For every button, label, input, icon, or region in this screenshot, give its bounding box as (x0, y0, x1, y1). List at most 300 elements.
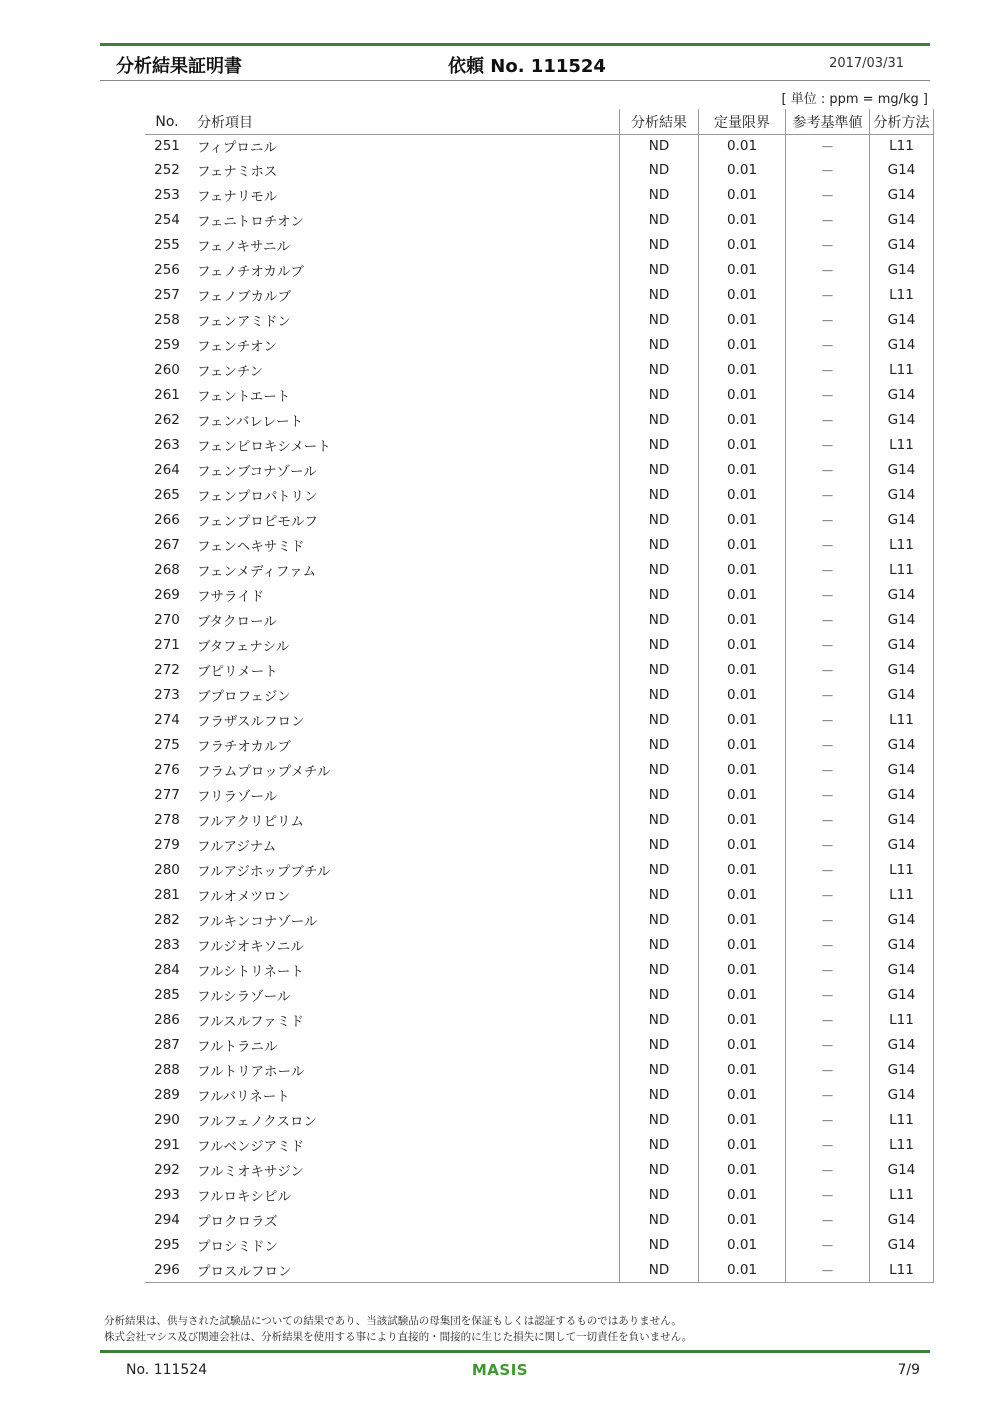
row-item-name: フラチオカルブ (197, 738, 291, 755)
row-no: 278 (154, 811, 180, 828)
row-result: ND (620, 1232, 699, 1257)
row-no: 279 (154, 836, 180, 853)
row-limit: 0.01 (699, 1007, 786, 1032)
row-no: 259 (154, 336, 180, 353)
row-limit: 0.01 (699, 307, 786, 332)
row-item-name: フルベンジアミド (197, 1138, 305, 1155)
row-no: 258 (154, 311, 180, 328)
row-item-name: フラムプロップメチル (197, 763, 331, 780)
row-method: L11 (870, 357, 934, 382)
row-limit: 0.01 (699, 357, 786, 382)
table-row (145, 1107, 934, 1132)
row-item-name: フェンヘキサミド (197, 538, 305, 555)
table-body (145, 135, 934, 1283)
table-row (145, 135, 934, 158)
row-item-name: フルフェノクスロン (197, 1113, 318, 1130)
row-reference: － (786, 457, 870, 482)
table-row (145, 932, 934, 957)
row-item-name: フリラゾール (197, 788, 278, 805)
row-limit: 0.01 (699, 807, 786, 832)
row-reference: － (786, 307, 870, 332)
row-item-name: フルアジナム (197, 838, 277, 855)
row-method: G14 (870, 982, 934, 1007)
row-no: 293 (154, 1186, 180, 1203)
row-method: G14 (870, 257, 934, 282)
table-row (145, 607, 934, 632)
row-no: 268 (154, 561, 180, 578)
row-method: G14 (870, 657, 934, 682)
row-item-name: フェンブコナゾール (197, 463, 317, 480)
row-item-name: フェンプロパトリン (197, 488, 318, 505)
row-result: ND (620, 1132, 699, 1157)
row-result: ND (620, 707, 699, 732)
row-reference: － (786, 432, 870, 457)
row-limit: 0.01 (699, 1257, 786, 1283)
row-limit: 0.01 (699, 407, 786, 432)
row-no: 291 (154, 1136, 180, 1153)
table-row (145, 1132, 934, 1157)
row-reference: － (786, 1207, 870, 1232)
row-no: 255 (154, 236, 180, 253)
row-item-name: フェナリモル (197, 188, 278, 205)
row-item-name: フェンメディファム (197, 563, 317, 580)
row-result: ND (620, 382, 699, 407)
row-item-name: フルスルファミド (197, 1013, 304, 1030)
row-method: G14 (870, 332, 934, 357)
row-method: L11 (870, 282, 934, 307)
table-row (145, 1257, 934, 1283)
row-item-name: フルアクリピリム (197, 813, 305, 830)
row-reference: － (786, 282, 870, 307)
footer-doc-number: No. 111524 (126, 1362, 208, 1378)
row-item-name: フィプロニル (197, 140, 277, 156)
row-reference: － (786, 135, 870, 158)
row-result: ND (620, 682, 699, 707)
table-row (145, 857, 934, 882)
row-result: ND (620, 557, 699, 582)
row-item-name: フェノチオカルブ (197, 263, 304, 280)
row-result: ND (620, 982, 699, 1007)
table-row (145, 282, 934, 307)
row-item-name: ブタフェナシル (197, 638, 290, 655)
table-row (145, 682, 934, 707)
row-method: G14 (870, 1082, 934, 1107)
row-no: 273 (154, 686, 180, 703)
row-reference: － (786, 382, 870, 407)
row-result: ND (620, 807, 699, 832)
header-bottom-rule (100, 80, 930, 81)
row-no: 288 (154, 1061, 180, 1078)
row-method: G14 (870, 507, 934, 532)
row-item-name: フルミオキサジン (197, 1163, 304, 1180)
row-method: G14 (870, 457, 934, 482)
row-no: 282 (154, 911, 180, 928)
row-limit: 0.01 (699, 882, 786, 907)
table-row (145, 332, 934, 357)
row-limit: 0.01 (699, 857, 786, 882)
row-limit: 0.01 (699, 932, 786, 957)
row-item-name: フルロキシピル (197, 1188, 291, 1205)
row-reference: － (786, 832, 870, 857)
table-row (145, 1057, 934, 1082)
row-reference: － (786, 932, 870, 957)
row-item-name: ブピリメート (197, 663, 278, 680)
row-limit: 0.01 (699, 782, 786, 807)
row-limit: 0.01 (699, 607, 786, 632)
row-no: 265 (154, 486, 180, 503)
row-method: G14 (870, 632, 934, 657)
col-header-no: No. (145, 109, 189, 135)
table-row (145, 157, 934, 182)
row-limit: 0.01 (699, 982, 786, 1007)
table-row (145, 732, 934, 757)
table-row (145, 1232, 934, 1257)
row-result: ND (620, 407, 699, 432)
row-no: 289 (154, 1086, 180, 1103)
row-reference: － (786, 1232, 870, 1257)
row-reference: － (786, 1132, 870, 1157)
table-row (145, 382, 934, 407)
row-method: G14 (870, 907, 934, 932)
row-item-name: フルオメツロン (197, 888, 291, 905)
row-limit: 0.01 (699, 907, 786, 932)
row-result: ND (620, 782, 699, 807)
row-limit: 0.01 (699, 632, 786, 657)
row-method: G14 (870, 757, 934, 782)
row-reference: － (786, 707, 870, 732)
row-limit: 0.01 (699, 1207, 786, 1232)
table-header-row (145, 109, 934, 135)
row-no: 290 (154, 1111, 180, 1128)
table-row (145, 557, 934, 582)
row-no: 287 (154, 1036, 180, 1053)
row-method: G14 (870, 832, 934, 857)
row-method: G14 (870, 382, 934, 407)
row-method: L11 (870, 1257, 934, 1283)
row-no: 254 (154, 211, 180, 228)
row-method: G14 (870, 1232, 934, 1257)
row-item-name: フェニトロチオン (197, 213, 305, 230)
row-result: ND (620, 135, 699, 158)
row-method: G14 (870, 1032, 934, 1057)
row-method: G14 (870, 1057, 934, 1082)
table-row (145, 307, 934, 332)
row-item-name: フェンピロキシメート (197, 438, 331, 455)
row-reference: － (786, 257, 870, 282)
row-limit: 0.01 (699, 1107, 786, 1132)
row-item-name: フルシラゾール (197, 988, 291, 1005)
row-limit: 0.01 (699, 1057, 786, 1082)
table-row (145, 532, 934, 557)
row-result: ND (620, 757, 699, 782)
row-item-name: フェンプロピモルフ (197, 513, 318, 530)
row-limit: 0.01 (699, 682, 786, 707)
table-row (145, 482, 934, 507)
row-result: ND (620, 1207, 699, 1232)
table-row (145, 582, 934, 607)
table-row (145, 707, 934, 732)
row-limit: 0.01 (699, 332, 786, 357)
row-method: G14 (870, 932, 934, 957)
table-row (145, 882, 934, 907)
row-limit: 0.01 (699, 157, 786, 182)
row-item-name: フルトリアホール (197, 1063, 305, 1080)
row-reference: － (786, 757, 870, 782)
unit-label: [ 単位 : ppm = mg/kg ] (781, 92, 928, 107)
row-item-name: フルジオキソニル (197, 938, 304, 955)
row-reference: － (786, 682, 870, 707)
row-reference: － (786, 857, 870, 882)
row-result: ND (620, 932, 699, 957)
footer-rule (100, 1350, 930, 1353)
row-method: G14 (870, 807, 934, 832)
row-method: G14 (870, 607, 934, 632)
table-row (145, 1082, 934, 1107)
header-top-rule (100, 43, 930, 46)
row-reference: － (786, 357, 870, 382)
row-item-name: フルシトリネート (197, 963, 304, 980)
row-method: L11 (870, 557, 934, 582)
row-result: ND (620, 582, 699, 607)
row-reference: － (786, 1157, 870, 1182)
row-result: ND (620, 507, 699, 532)
row-result: ND (620, 532, 699, 557)
row-item-name: フェンチン (197, 363, 264, 380)
row-reference: － (786, 557, 870, 582)
row-result: ND (620, 332, 699, 357)
row-no: 272 (154, 661, 180, 678)
row-item-name: フルキンコナゾール (197, 913, 318, 930)
row-reference: － (786, 157, 870, 182)
row-method: L11 (870, 532, 934, 557)
row-method: G14 (870, 207, 934, 232)
row-method: G14 (870, 407, 934, 432)
row-method: L11 (870, 1007, 934, 1032)
row-result: ND (620, 1032, 699, 1057)
row-result: ND (620, 1107, 699, 1132)
row-result: ND (620, 1182, 699, 1207)
row-limit: 0.01 (699, 582, 786, 607)
row-no: 257 (154, 286, 180, 303)
row-method: L11 (870, 857, 934, 882)
row-reference: － (786, 1032, 870, 1057)
row-limit: 0.01 (699, 282, 786, 307)
row-limit: 0.01 (699, 507, 786, 532)
row-item-name: フラザスルフロン (197, 713, 305, 730)
row-limit: 0.01 (699, 182, 786, 207)
request-number: 依頼 No. 111524 (448, 56, 606, 77)
table-row (145, 257, 934, 282)
table-row (145, 457, 934, 482)
row-method: G14 (870, 682, 934, 707)
row-limit: 0.01 (699, 557, 786, 582)
row-item-name: フェノキサニル (197, 238, 291, 255)
row-result: ND (620, 482, 699, 507)
row-limit: 0.01 (699, 135, 786, 158)
row-limit: 0.01 (699, 1157, 786, 1182)
row-no: 284 (154, 961, 180, 978)
row-item-name: フルバリネート (197, 1088, 290, 1105)
row-no: 263 (154, 436, 180, 453)
row-limit: 0.01 (699, 257, 786, 282)
row-method: G14 (870, 157, 934, 182)
row-item-name: フェンアミドン (197, 313, 291, 330)
row-no: 274 (154, 711, 180, 728)
row-reference: － (786, 807, 870, 832)
row-result: ND (620, 307, 699, 332)
table-row (145, 232, 934, 257)
row-no: 275 (154, 736, 180, 753)
row-limit: 0.01 (699, 832, 786, 857)
row-item-name: フサライド (197, 588, 265, 605)
row-item-name: フェントエート (197, 388, 291, 405)
table-row (145, 1007, 934, 1032)
row-result: ND (620, 457, 699, 482)
row-no: 296 (145, 1257, 189, 1283)
row-no: 262 (154, 411, 180, 428)
row-no: 256 (154, 261, 180, 278)
row-item-name: フェノブカルブ (197, 288, 291, 305)
masis-logo: MASIS (471, 1361, 529, 1379)
row-result: ND (620, 832, 699, 857)
results-table (145, 109, 934, 1283)
row-result: ND (620, 907, 699, 932)
row-method: G14 (870, 732, 934, 757)
row-reference: － (786, 882, 870, 907)
row-reference: － (786, 907, 870, 932)
row-item-name: フェンチオン (197, 338, 278, 355)
row-no: 271 (154, 636, 180, 653)
table-row (145, 1182, 934, 1207)
row-result: ND (620, 857, 699, 882)
row-result: ND (620, 282, 699, 307)
row-method: L11 (870, 135, 934, 158)
table-row (145, 907, 934, 932)
row-item-name: ブタクロール (197, 613, 277, 630)
issue-date: 2017/03/31 (829, 56, 904, 71)
row-limit: 0.01 (699, 707, 786, 732)
row-result: ND (620, 157, 699, 182)
col-header-reference: 参考基準値 (786, 109, 870, 135)
row-reference: － (786, 507, 870, 532)
document-title: 分析結果証明書 (116, 56, 242, 77)
row-limit: 0.01 (699, 432, 786, 457)
row-method: G14 (870, 782, 934, 807)
row-no: 266 (154, 511, 180, 528)
table-row (145, 432, 934, 457)
row-reference: － (786, 182, 870, 207)
row-limit: 0.01 (699, 1182, 786, 1207)
row-method: L11 (870, 707, 934, 732)
table-row (145, 357, 934, 382)
row-reference: － (786, 207, 870, 232)
col-header-limit: 定量限界 (699, 109, 786, 135)
row-result: ND (620, 232, 699, 257)
row-limit: 0.01 (699, 657, 786, 682)
row-method: L11 (870, 1107, 934, 1132)
row-method: G14 (870, 307, 934, 332)
row-reference: － (786, 232, 870, 257)
row-reference: － (786, 1182, 870, 1207)
footnote-1: 分析結果は、供与された試験品についての結果であり、当該試験品の母集団を保証もしくは認証するものではありません。 (104, 1315, 682, 1327)
row-method: L11 (870, 432, 934, 457)
table-row (145, 407, 934, 432)
row-result: ND (620, 732, 699, 757)
row-reference: － (786, 657, 870, 682)
row-reference: － (786, 1057, 870, 1082)
table-row (145, 207, 934, 232)
row-reference: － (786, 1257, 870, 1283)
row-item-name: フルトラニル (197, 1038, 278, 1055)
table-row (145, 507, 934, 532)
row-result: ND (620, 1257, 699, 1283)
row-method: G14 (870, 232, 934, 257)
row-reference: － (786, 607, 870, 632)
row-no: 281 (154, 886, 180, 903)
row-no: 280 (154, 861, 180, 878)
row-result: ND (620, 257, 699, 282)
row-result: ND (620, 1057, 699, 1082)
row-item-name: プロスルフロン (189, 1257, 620, 1283)
row-no: 295 (154, 1236, 180, 1253)
row-result: ND (620, 957, 699, 982)
row-result: ND (620, 607, 699, 632)
row-limit: 0.01 (699, 207, 786, 232)
row-reference: － (786, 732, 870, 757)
row-item-name: ブプロフェジン (197, 688, 291, 705)
row-item-name: フルアジホップブチル (197, 863, 331, 880)
row-no: 286 (154, 1011, 180, 1028)
row-method: G14 (870, 1207, 934, 1232)
table-row (145, 182, 934, 207)
footnote-2: 株式会社マシス及び関連会社は、分析結果を使用する事により直接的・間接的に生じた損失に関して一切責任を負いません。 (104, 1331, 693, 1343)
row-no: 283 (154, 936, 180, 953)
row-reference: － (786, 407, 870, 432)
row-reference: － (786, 332, 870, 357)
row-result: ND (620, 182, 699, 207)
row-limit: 0.01 (699, 482, 786, 507)
row-no: 252 (154, 161, 180, 178)
table-row (145, 657, 934, 682)
row-limit: 0.01 (699, 732, 786, 757)
row-no: 253 (154, 186, 180, 203)
row-result: ND (620, 357, 699, 382)
row-method: G14 (870, 1157, 934, 1182)
row-result: ND (620, 632, 699, 657)
row-no: 261 (154, 386, 180, 403)
row-limit: 0.01 (699, 957, 786, 982)
row-no: 294 (154, 1211, 180, 1228)
row-method: L11 (870, 882, 934, 907)
row-method: L11 (870, 1132, 934, 1157)
table-row (145, 632, 934, 657)
table-row (145, 1157, 934, 1182)
row-method: G14 (870, 482, 934, 507)
row-limit: 0.01 (699, 757, 786, 782)
row-limit: 0.01 (699, 532, 786, 557)
row-reference: － (786, 632, 870, 657)
col-header-result: 分析結果 (620, 109, 699, 135)
table-row (145, 1032, 934, 1057)
row-result: ND (620, 657, 699, 682)
row-item-name: プロクロラズ (197, 1213, 278, 1230)
table-row (145, 1207, 934, 1232)
row-item-name: フェナミホス (197, 163, 278, 180)
col-header-method: 分析方法 (870, 109, 934, 135)
row-limit: 0.01 (699, 1132, 786, 1157)
row-method: G14 (870, 582, 934, 607)
row-reference: － (786, 957, 870, 982)
